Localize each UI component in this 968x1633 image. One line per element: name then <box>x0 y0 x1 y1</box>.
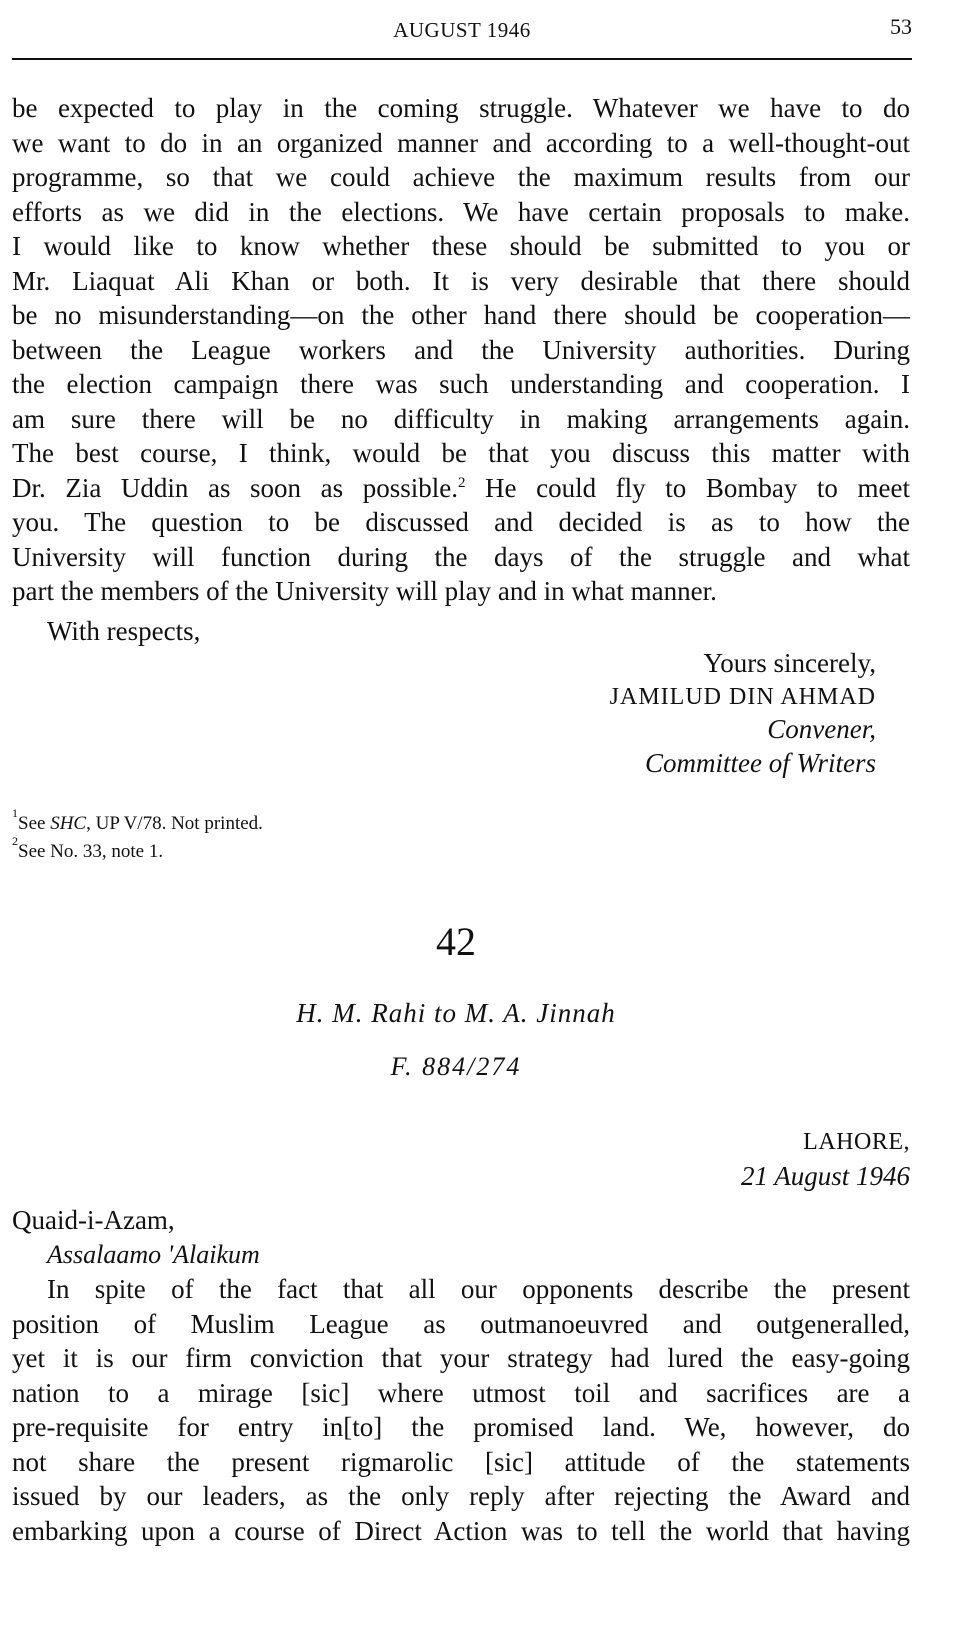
letter2-body <box>12 1272 910 1548</box>
text-line: embarking upon a course of Direct Action was to tell the world that having <box>12 1515 910 1546</box>
text-line: pre-requisite for entry in[to] the promised land. We, however, do <box>12 1412 910 1442</box>
running-head: AUGUST 1946 <box>393 18 531 42</box>
text-line: In spite of the fact that all our opponents describe the present <box>47 1274 910 1304</box>
text-line: position of Muslim League as outmanoeuvred and outgeneralled, <box>12 1308 910 1339</box>
text-line: be expected to play in the coming struggle. Whatever we have to do <box>12 93 910 123</box>
text-line: The best course, I think, would be that you discuss this matter with <box>12 438 910 468</box>
text-line: Mr. Liaquat Ali Khan or both. It is very desirable that there should <box>12 265 910 296</box>
text-line: issued by our leaders, as the only reply after rejecting the Award and <box>12 1481 910 1511</box>
letter-place: LAHORE, <box>803 1129 910 1155</box>
footnote-2 <box>12 834 164 863</box>
footnote-text: , UP V/78. Not printed. <box>86 813 263 834</box>
text-line: efforts as we did in the elections. We have certain proposals to make. <box>12 196 910 227</box>
document-title: H. M. Rahi to M. A. Jinnah <box>296 998 616 1028</box>
text-fragment: Dr. Zia Uddin as soon as possible. <box>12 472 458 503</box>
text-line: be no misunderstanding—on the other hand there should be cooperation— <box>12 300 910 330</box>
text-line: programme, so that we could achieve the maximum results from our <box>12 162 910 192</box>
footnote-text: See No. 33, note 1. <box>18 841 164 862</box>
sign-off: Yours sincerely, <box>703 648 876 678</box>
text-fragment: He could fly to Bombay to meet <box>465 472 910 503</box>
footnote-ref: 2 <box>457 474 466 491</box>
text-line: between the League workers and the University authorities. During <box>12 334 910 365</box>
letter-body <box>12 91 910 609</box>
footnote-mark: 2 <box>12 834 18 848</box>
footnote-italic: SHC <box>50 813 87 834</box>
page-header <box>12 14 912 54</box>
footnote-mark: 1 <box>12 806 18 820</box>
text-line: part the members of the University will play and in what manner. <box>12 576 717 606</box>
text-line: we want to do in an organized manner and according to a well-thought-out <box>12 127 910 158</box>
footnote-1 <box>12 806 263 835</box>
text-line: University will function during the days of the struggle and what <box>12 541 910 572</box>
document-number: 42 <box>436 919 476 964</box>
header-rule <box>12 58 912 60</box>
greeting: Assalaamo 'Alaikum <box>47 1240 260 1269</box>
page-number: 53 <box>890 14 912 39</box>
text-line: nation to a mirage [sic] where utmost toil and sacrifices are a <box>12 1377 910 1408</box>
letter-date: 21 August 1946 <box>740 1161 910 1191</box>
text-line: yet it is our firm conviction that your strategy had lured the easy-going <box>12 1343 910 1373</box>
text-line: am sure there will be no difficulty in making arrangements again. <box>12 403 910 434</box>
document-reference: F. 884/274 <box>390 1052 522 1081</box>
signatory-role: Convener, <box>767 714 876 744</box>
footnote-text: See <box>18 813 51 834</box>
text-line: you. The question to be discussed and decided is as to how the <box>12 507 910 537</box>
text-line: the election campaign there was such understanding and cooperation. I <box>12 369 910 399</box>
closing: With respects, <box>47 616 201 646</box>
salutation: Quaid-i-Azam, <box>12 1205 175 1235</box>
text-line: I would like to know whether these should be submitted to you or <box>12 231 910 261</box>
signatory-name: JAMILUD DIN AHMAD <box>609 684 876 710</box>
signatory-organization: Committee of Writers <box>645 748 876 778</box>
text-line-with-note <box>12 471 910 506</box>
text-line: not share the present rigmarolic [sic] attitude of the statements <box>12 1446 910 1477</box>
